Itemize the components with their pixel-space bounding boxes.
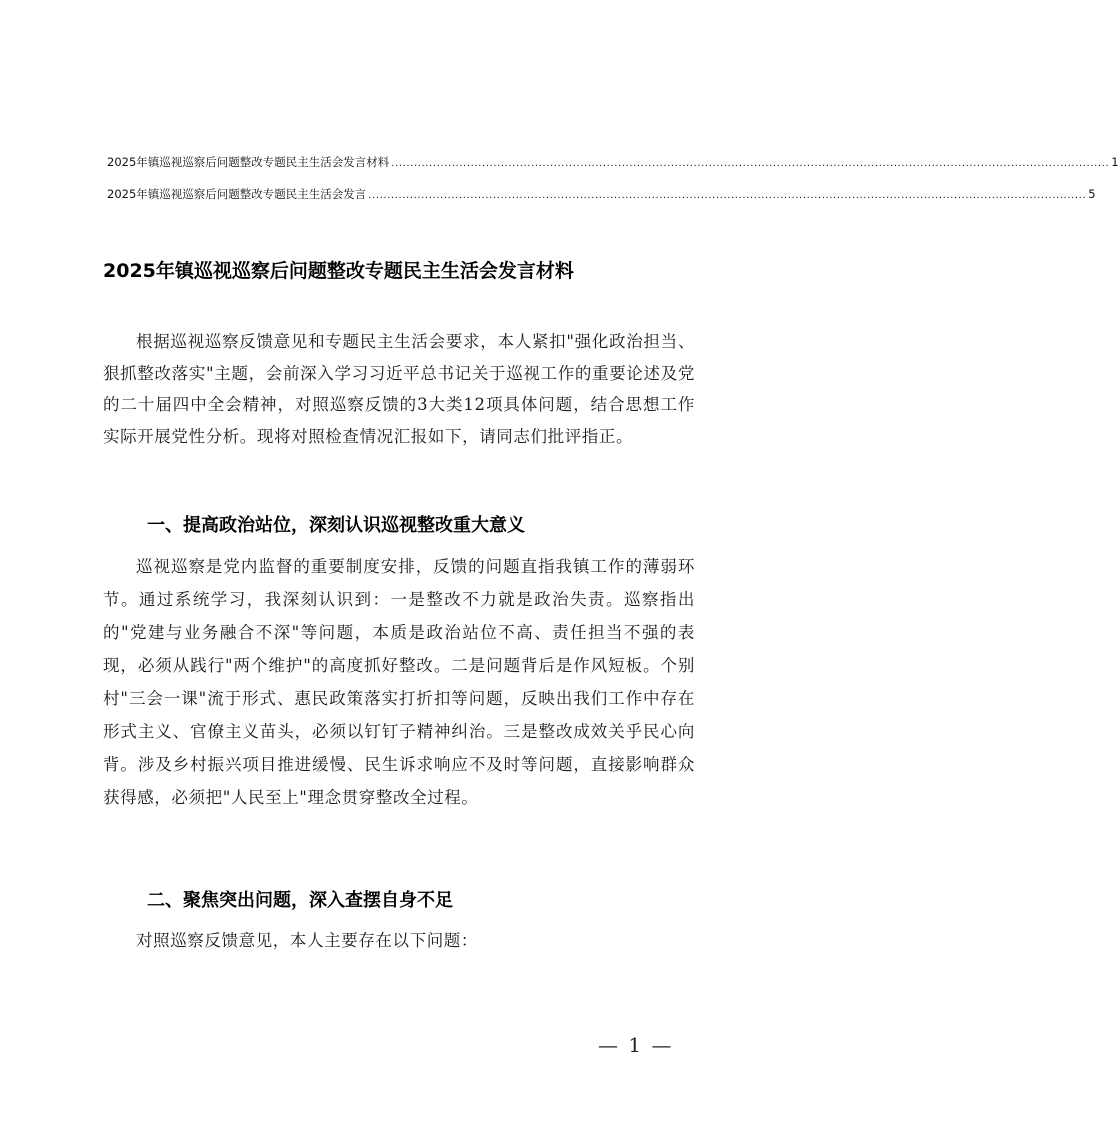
toc-entry-page: 1 — [1111, 155, 1119, 169]
toc-entry[interactable] — [107, 186, 1096, 202]
toc-leader-dots: .............................................................................................................................................................................................. — [368, 190, 1087, 201]
toc-entry-title: 2025年镇巡视巡察后问题整改专题民主生活会发言 — [107, 187, 367, 201]
table-of-contents — [107, 154, 1119, 202]
page-number: — 1 — — [598, 1033, 674, 1057]
toc-entry-title: 2025年镇巡视巡察后问题整改专题民主生活会发言材料 — [107, 155, 390, 169]
section-2-paragraph: 对照巡察反馈意见，本人主要存在以下问题： — [136, 931, 478, 950]
section-heading-1: 一、提高政治站位，深刻认识巡视整改重大意义 — [147, 515, 525, 536]
section-1-paragraph: 巡视巡察是党内监督的重要制度安排，反馈的问题直指我镇工作的薄弱环节。通过系统学习，我深刻认识到：一是整改不力就是政治失责。巡察指出的"党建与业务融合不深"等问题，本质是政治站位不高、责任担当不强的表现，必须从践行"两个维护"的高度抓好整改。二是问题背后是作风短板。个别村"三会一课"流于形式、惠民政策落实打折扣等问题，反映出我们工作中存在形式主义、官僚主义苗头，必须以钉钉子精神纠治。三是整改成效关乎民心向背。涉及乡村振兴项目推进缓慢、民生诉求响应不及时等问题，直接影响群众获得感，必须把"人民至上"理念贯穿整改全过程。 — [103, 557, 695, 807]
toc-entry[interactable] — [107, 154, 1119, 170]
document-title: 2025年镇巡视巡察后问题整改专题民主生活会发言材料 — [103, 260, 574, 282]
toc-leader-dots: .............................................................................................................................................................................................. — [391, 158, 1110, 169]
intro-paragraph: 根据巡视巡察反馈意见和专题民主生活会要求，本人紧扣"强化政治担当、狠抓整改落实"主题，会前深入学习习近平总书记关于巡视工作的重要论述及党的二十届四中全会精神，对照巡察反馈的3大类12项具体问题，结合思想工作实际开展党性分析。现将对照检查情况汇报如下，请同志们批评指正。 — [103, 332, 695, 446]
toc-entry-page: 5 — [1088, 187, 1096, 201]
section-heading-2: 二、聚焦突出问题，深入查摆自身不足 — [147, 890, 453, 911]
